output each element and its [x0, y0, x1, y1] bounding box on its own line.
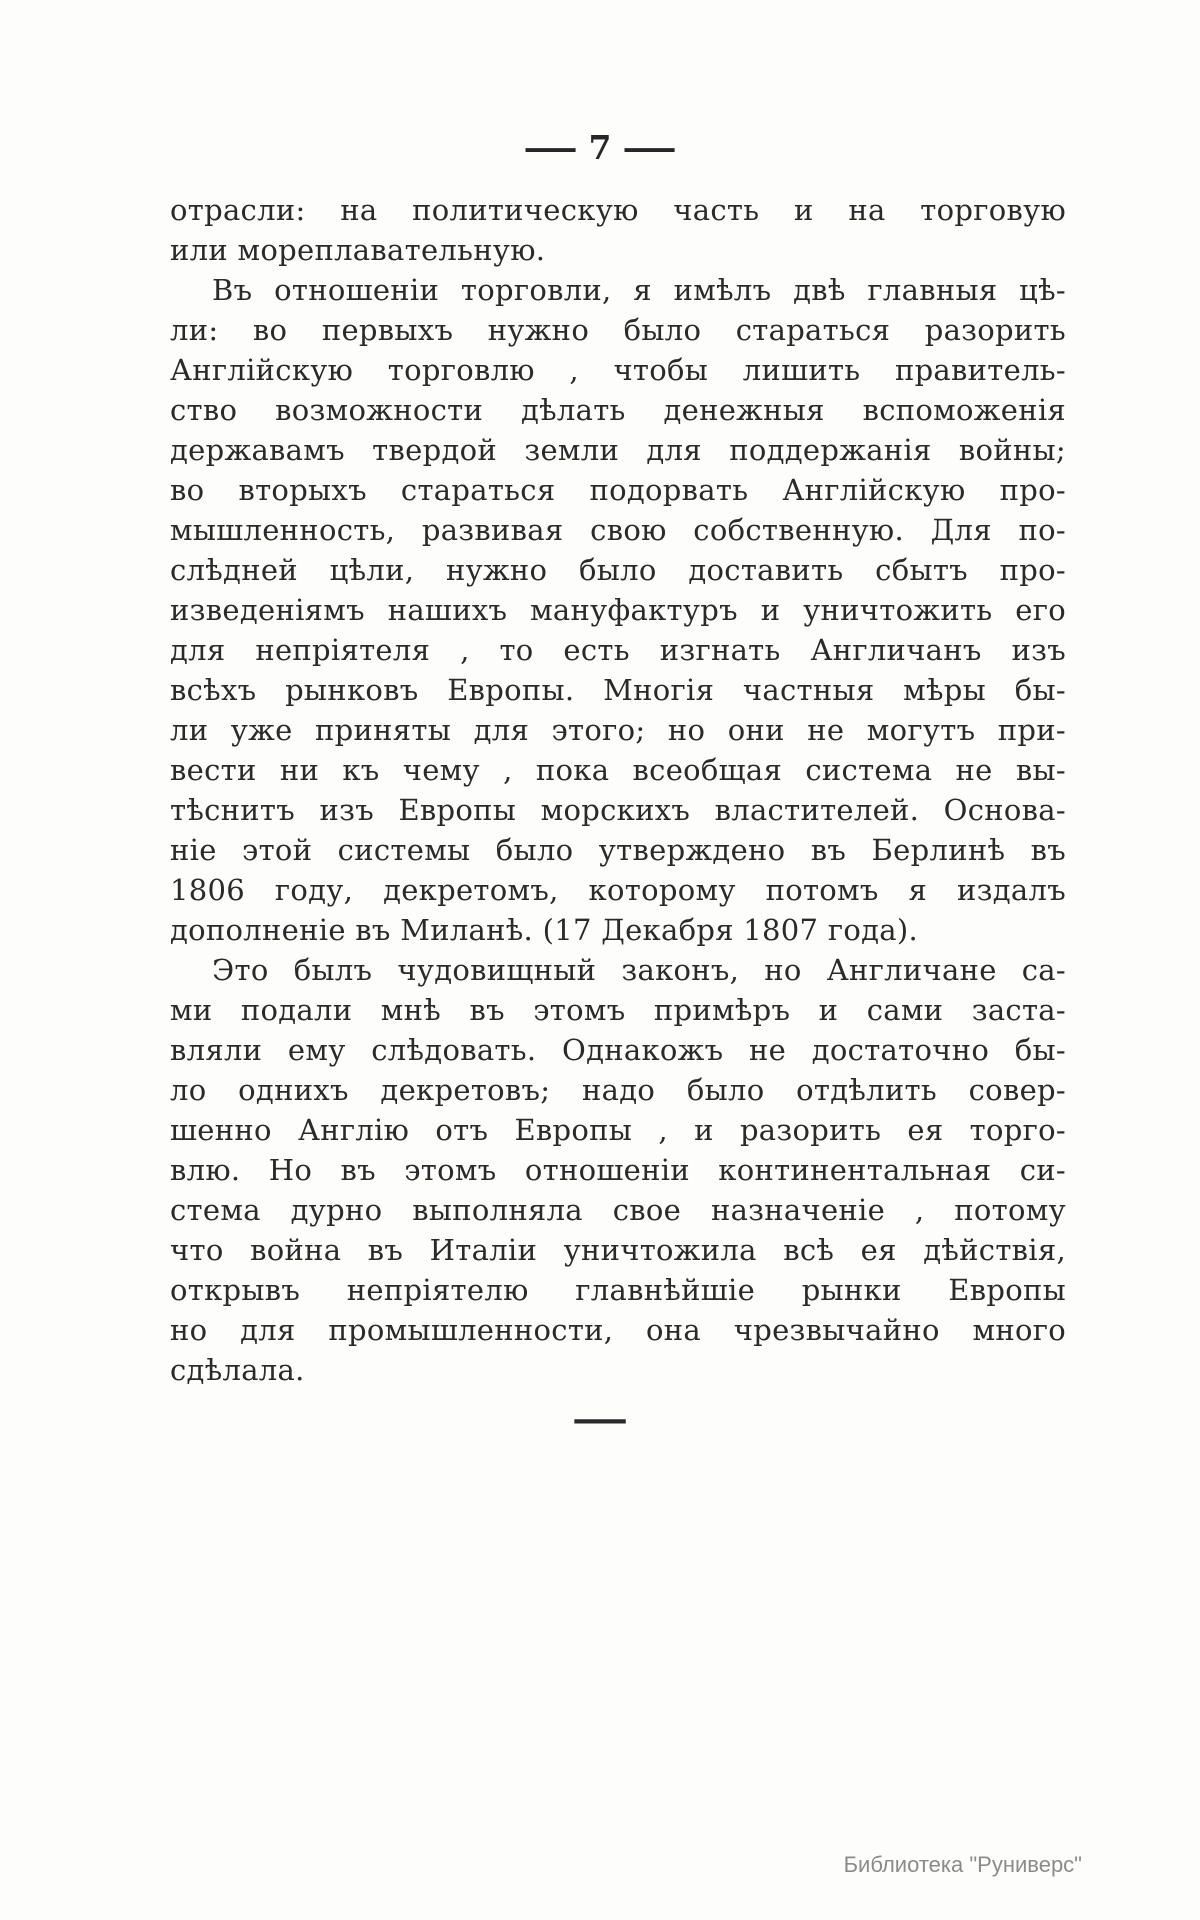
text-line: ли: во первыхъ нужно было стараться разорить: [170, 313, 1066, 347]
text-line: для непріятеля , то есть изгнать Англичанъ изъ: [170, 633, 1066, 667]
text-line: ство возможности дѣлать денежныя вспоможенія: [170, 393, 1066, 427]
text-line: отрасли: на политическую часть и на торговую: [170, 193, 1066, 227]
text-line: державамъ твердой земли для поддержанія войны;: [170, 433, 1066, 467]
page-header: [0, 128, 1200, 167]
text-line: вести ни къ чему , пока всеобщая система не вы-: [170, 753, 1066, 787]
separator-dash: —: [571, 1398, 629, 1440]
text-line: во вторыхъ стараться подорвать Англійскую про-: [170, 473, 1066, 507]
text-line: что война въ Италіи уничтожила всѣ ея дѣйствія,: [170, 1233, 1066, 1267]
text-line: 1806 году, декретомъ, которому потомъ я издалъ: [170, 873, 1066, 907]
text-line: ло однихъ декретовъ; надо было отдѣлить совер-: [170, 1073, 1066, 1107]
paragraph: [170, 270, 1066, 950]
header-dash-right: —: [621, 128, 679, 167]
text-line: Англійскую торговлю , чтобы лишить правитель-: [170, 353, 1066, 387]
text-line: тѣснитъ изъ Европы морскихъ властителей. Основа-: [170, 793, 1066, 827]
paragraph: [170, 950, 1066, 1390]
text-line: слѣдней цѣли, нужно было доставить сбытъ про-: [170, 553, 1066, 587]
header-dash-left: —: [521, 128, 579, 167]
section-separator: [0, 1398, 1200, 1440]
page-number: 7: [588, 128, 612, 167]
text-line: ми подали мнѣ въ этомъ примѣръ и сами заста-: [170, 993, 1066, 1027]
text-line: всѣхъ рынковъ Европы. Многія частныя мѣры бы-: [170, 673, 1066, 707]
text-line: ли уже приняты для этого; но они не могутъ при-: [170, 713, 1066, 747]
text-line: Въ отношеніи торговли, я имѣлъ двѣ главныя цѣ-: [212, 273, 1066, 307]
library-watermark: Библиотека "Руниверс": [843, 1852, 1082, 1877]
text-line: влю. Но въ этомъ отношеніи континентальная си-: [170, 1153, 1066, 1187]
text-line: мышленность, развивая свою собственную. Для по-: [170, 513, 1066, 547]
text-line: шенно Англію отъ Европы , и разорить ея торго-: [170, 1113, 1066, 1147]
text-line: но для промышленности, она чрезвычайно много: [170, 1313, 1066, 1347]
text-line: вляли ему слѣдовать. Однакожъ не достаточно бы-: [170, 1033, 1066, 1067]
text-line: сдѣлала.: [170, 1353, 305, 1387]
text-block: [170, 190, 1066, 1390]
text-line: открывъ непріятелю главнѣйшіе рынки Европы: [170, 1273, 1066, 1307]
text-line: изведеніямъ нашихъ мануфактуръ и уничтожить его: [170, 593, 1066, 627]
text-line: стема дурно выполняла свое назначеніе , потому: [170, 1193, 1066, 1227]
text-line: или мореплавательную.: [170, 233, 546, 267]
text-line: дополненіе въ Миланѣ. (17 Декабря 1807 года).: [170, 913, 918, 947]
text-line: ніе этой системы было утверждено въ Берлинѣ въ: [170, 833, 1066, 867]
paragraph: [170, 190, 1066, 270]
text-line: Это былъ чудовищный законъ, но Англичане са-: [212, 953, 1066, 987]
